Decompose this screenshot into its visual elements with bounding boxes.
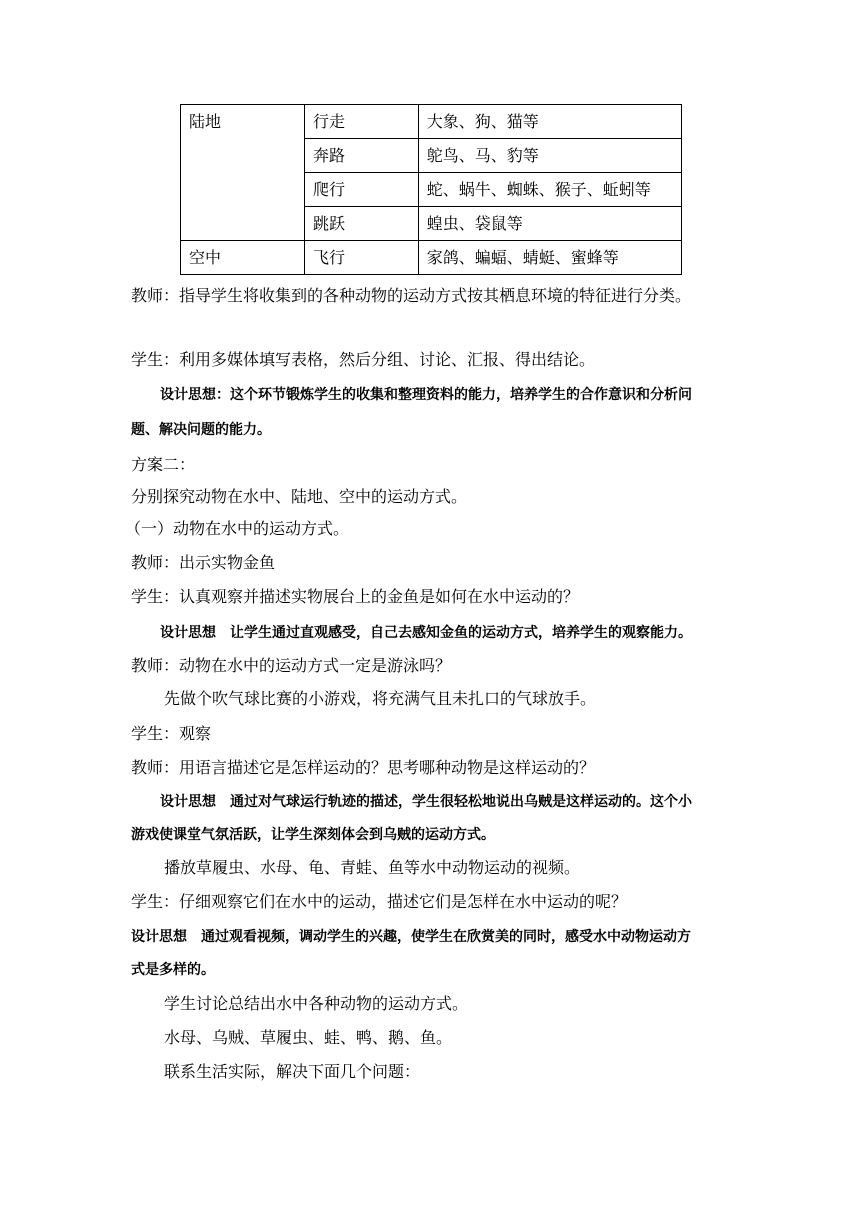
animals-cell: 蝗虫、袋鼠等 — [418, 207, 681, 241]
paragraph: 播放草履虫、水母、龟、青蛙、鱼等水中动物运动的视频。 — [164, 858, 581, 877]
design-note-text: 让学生通过直观感受，自己去感知金鱼的运动方式，培养学生的观察能力。 — [230, 625, 692, 641]
design-note: 游戏使课堂气氛活跃，让学生深刻体会到乌贼的运动方式。 — [131, 827, 495, 843]
paragraph: 教师：用语言描述它是怎样运动的？思考哪种动物是这样运动的？ — [131, 758, 596, 777]
paragraph: 水母、乌贼、草履虫、蛙、鸭、鹅、鱼。 — [164, 1028, 453, 1047]
animals-cell: 大象、狗、猫等 — [418, 105, 681, 139]
section-heading: 方案二： — [131, 455, 196, 474]
paragraph: 教师：动物在水中的运动方式一定是游泳吗？ — [131, 656, 452, 675]
design-note-lead: 设计思想 — [131, 929, 187, 945]
paragraph: 教师：指导学生将收集到的各种动物的运动方式按其栖息环境的特征进行分类。 — [131, 286, 692, 305]
paragraph: 先做个吹气球比赛的小游戏，将充满气且未扎口的气球放手。 — [164, 689, 597, 708]
subsection-heading: （一）动物在水中的运动方式。 — [125, 519, 350, 538]
motion-mode-cell: 行走 — [304, 105, 418, 139]
table-row — [181, 241, 682, 275]
motion-mode-cell: 爬行 — [304, 173, 418, 207]
paragraph: 学生：认真观察并描述实物展台上的金鱼是如何在水中运动的？ — [131, 587, 580, 606]
design-note: 式是多样的。 — [131, 962, 215, 978]
animals-cell: 鸵鸟、马、豹等 — [418, 139, 681, 173]
design-note: 题、解决问题的能力。 — [131, 422, 271, 438]
paragraph: 学生：仔细观察它们在水中的运动，描述它们是怎样在水中运动的呢？ — [131, 892, 628, 911]
habitat-cell: 陆地 — [181, 105, 305, 241]
animals-cell: 家鸽、蝙蝠、蜻蜓、蜜蜂等 — [418, 241, 681, 275]
design-note — [160, 791, 692, 813]
design-note: 设计思想：这个环节锻炼学生的收集和整理资料的能力，培养学生的合作意识和分析问 — [160, 387, 692, 403]
design-note-text: 通过对气球运行轨迹的描述，学生很轻松地说出乌贼是这样运动的。这个小 — [230, 794, 692, 810]
motion-mode-cell: 飞行 — [304, 241, 418, 275]
design-note — [160, 622, 692, 644]
design-note-text: 通过观看视频，调动学生的兴趣，使学生在欣赏美的同时，感受水中动物运动方 — [201, 929, 691, 945]
paragraph: 教师：出示实物金鱼 — [131, 553, 276, 572]
paragraph: 学生：利用多媒体填写表格，然后分组、讨论、汇报、得出结论。 — [131, 350, 596, 369]
design-note-lead: 设计思想 — [160, 625, 216, 641]
animal-motion-table — [180, 104, 682, 275]
design-note-lead: 设计思想 — [160, 794, 216, 810]
habitat-cell: 空中 — [181, 241, 305, 275]
design-note — [131, 926, 691, 948]
paragraph: 分别探究动物在水中、陆地、空中的运动方式。 — [131, 487, 468, 506]
motion-mode-cell: 奔路 — [304, 139, 418, 173]
paragraph: 学生讨论总结出水中各种动物的运动方式。 — [164, 994, 469, 1013]
paragraph: 联系生活实际，解决下面几个问题： — [164, 1062, 421, 1081]
paragraph: 学生：观察 — [131, 724, 212, 743]
animals-cell: 蛇、蜗牛、蜘蛛、猴子、蚯蚓等 — [418, 173, 681, 207]
motion-mode-cell: 跳跃 — [304, 207, 418, 241]
table-row — [181, 105, 682, 139]
